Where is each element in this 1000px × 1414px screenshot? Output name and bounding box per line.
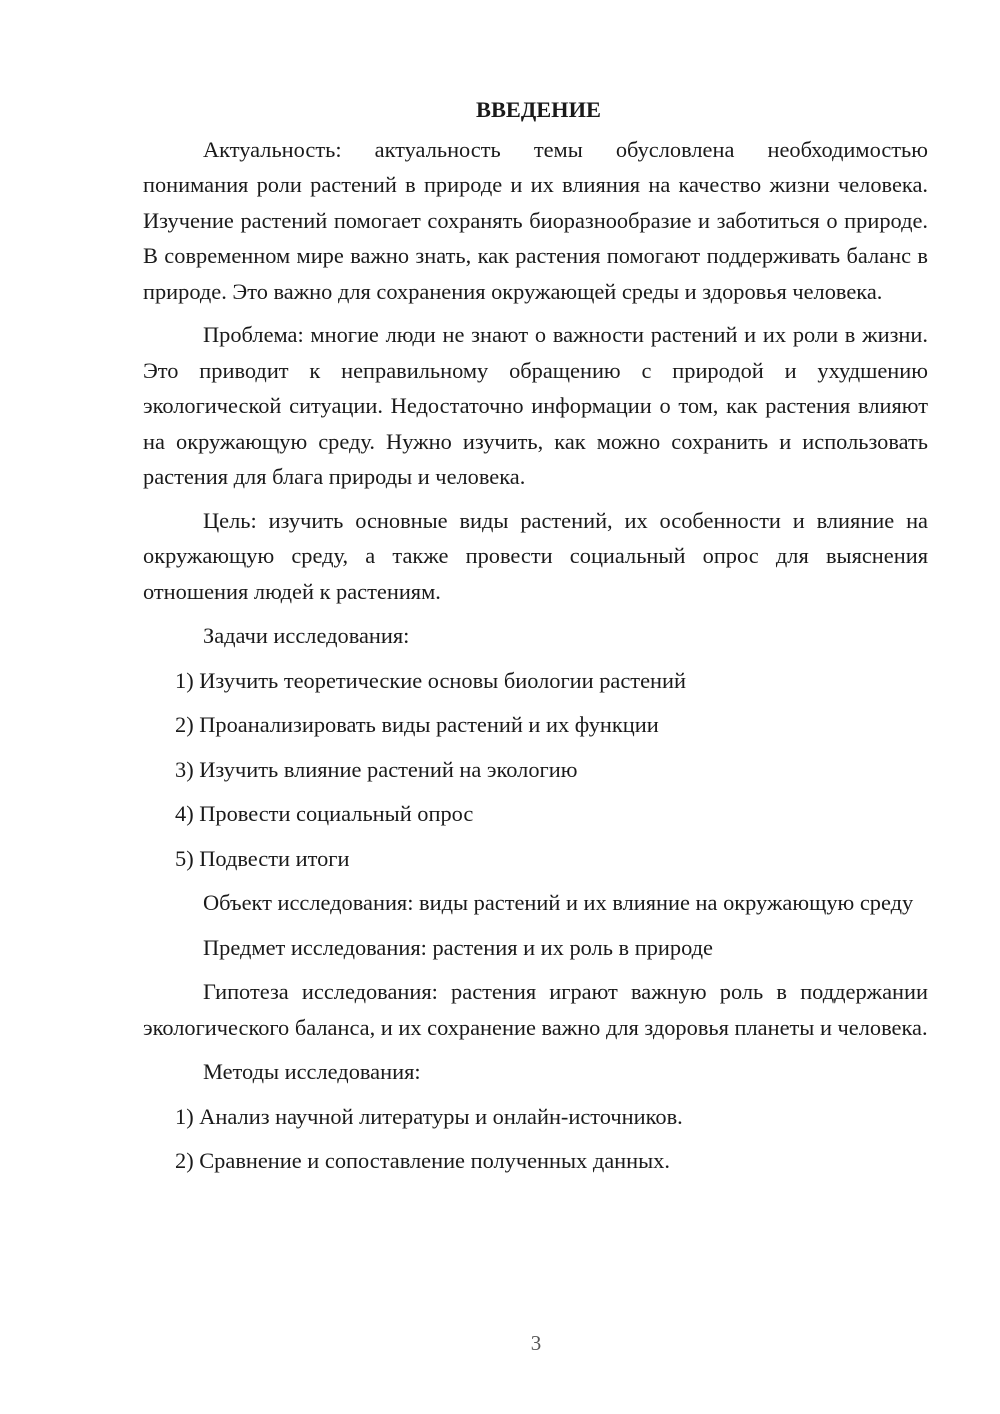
problem-paragraph: Проблема: многие люди не знают о важности растений и их роли в жизни. Это приводит к неправильному обращению с природой и ухудшению экологической ситуации. Недостаточно информации о том, как растения влияют на окружающую среду. Нужно изучить, как можно сохранить и использовать растения для блага природы и человека. — [143, 322, 928, 489]
list-item: 1) Анализ научной литературы и онлайн-источников. — [175, 1103, 683, 1129]
hypothesis-paragraph: Гипотеза исследования: растения играют важную роль в поддержании экологического баланса, и их сохранение важно для здоровья планеты и человека. — [143, 979, 928, 1040]
page-title: ВВЕДЕНИЕ — [476, 97, 601, 122]
document-page — [143, 92, 928, 1179]
tasks-list — [143, 663, 928, 877]
subject-paragraph: Предмет исследования: растения и их роль в природе — [203, 934, 713, 960]
list-item: 5) Подвести итоги — [175, 845, 350, 871]
list-item: 3) Изучить влияние растений на экологию — [175, 756, 578, 782]
list-item: 4) Провести социальный опрос — [175, 801, 474, 826]
goal-paragraph: Цель: изучить основные виды растений, их особенности и влияние на окружающую среду, а также провести социальный опрос для выяснения отношения людей к растениям. — [143, 507, 928, 604]
page-number: 3 — [530, 1331, 542, 1355]
object-paragraph: Объект исследования: виды растений и их влияние на окружающую среду — [203, 890, 914, 915]
list-item: 1) Изучить теоретические основы биологии растений — [175, 667, 686, 693]
list-item: 2) Сравнение и сопоставление полученных данных. — [175, 1148, 670, 1173]
methods-heading: Методы исследования: — [203, 1059, 421, 1084]
tasks-heading: Задачи исследования: — [203, 623, 410, 648]
relevance-paragraph: Актуальность: актуальность темы обусловлена необходимостью понимания роли растений в природе и их влияния на качество жизни человека. Изучение растений помогает сохранять биоразнообразие и заботиться о природе. В современном мире важно знать, как растения помогают поддерживать баланс в природе. Это важно для сохранения окружающей среды и здоровья человека. — [143, 136, 928, 304]
methods-list — [143, 1099, 928, 1179]
list-item: 2) Проанализировать виды растений и их функции — [175, 712, 659, 737]
